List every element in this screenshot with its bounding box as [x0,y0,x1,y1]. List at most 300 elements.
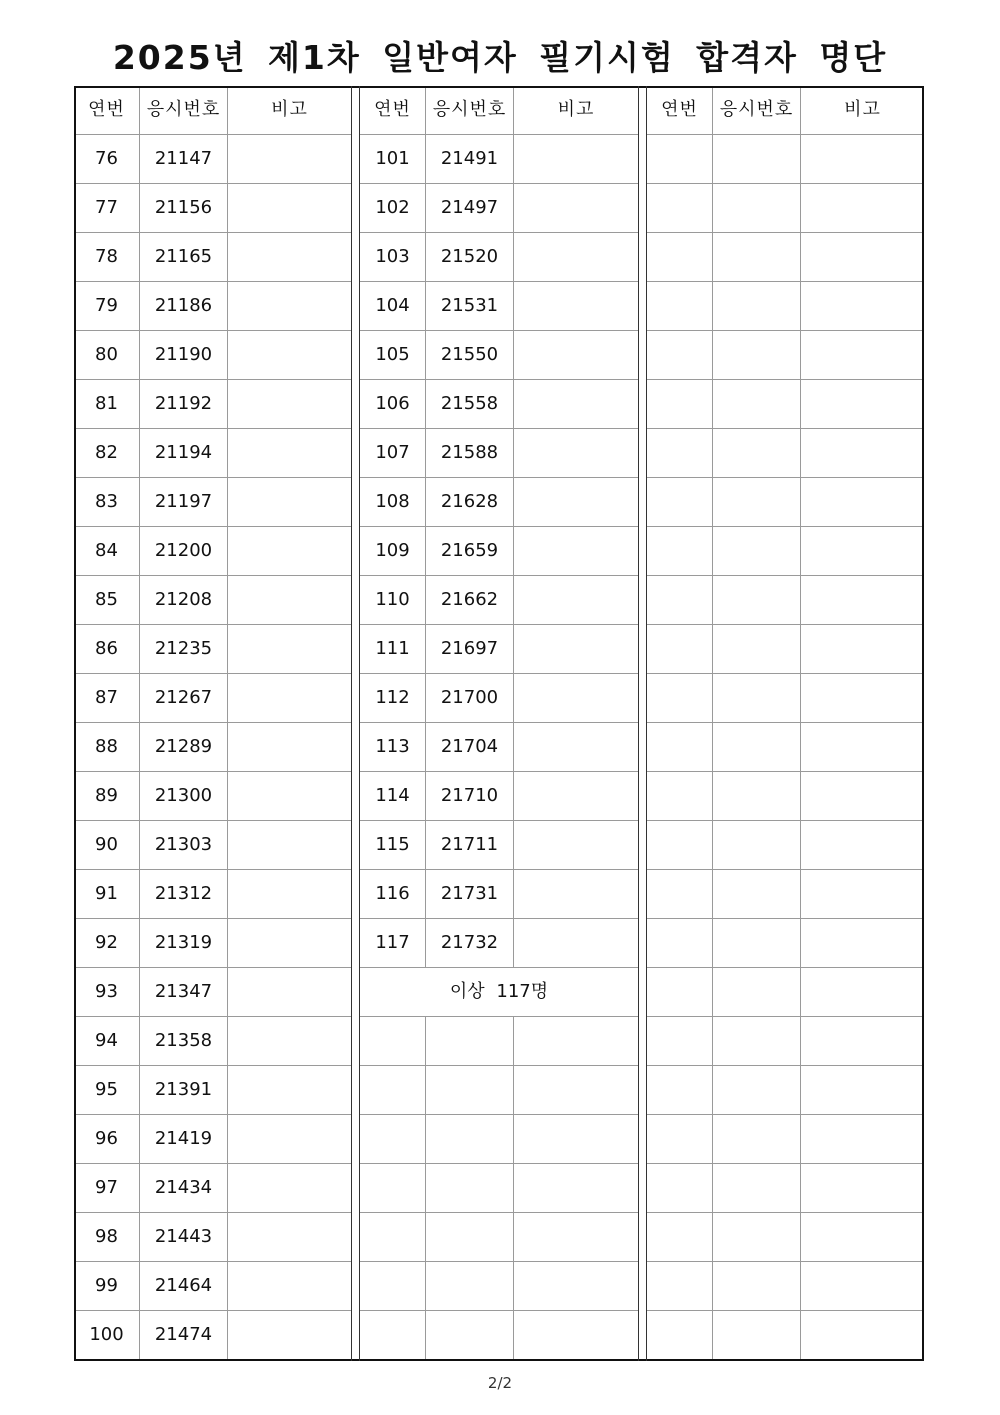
cell-no [647,233,713,281]
cell-exam-no [713,478,801,526]
table-row [74,527,351,576]
table-row [360,821,638,870]
cell-exam-no: 21659 [426,527,514,575]
cell-no: 113 [360,723,426,771]
column-group [74,86,351,1361]
cell-exam-no [426,1311,514,1359]
table-row [360,527,638,576]
cell-note [228,527,351,575]
cell-note [801,478,924,526]
cell-exam-no [713,1066,801,1114]
table-row [360,478,638,527]
table-row [74,1311,351,1360]
cell-no [647,282,713,330]
cell-note [514,135,638,183]
table-row [360,380,638,429]
cell-exam-no: 21312 [140,870,228,918]
cell-exam-no [713,1311,801,1359]
cell-exam-no: 21186 [140,282,228,330]
cell-no: 106 [360,380,426,428]
cell-no: 103 [360,233,426,281]
cell-exam-no: 21710 [426,772,514,820]
cell-exam-no: 21358 [140,1017,228,1065]
cell-note [514,919,638,967]
cell-no [360,1311,426,1359]
cell-exam-no: 21520 [426,233,514,281]
cell-exam-no [713,576,801,624]
cell-exam-no: 21711 [426,821,514,869]
cell-exam-no [426,1164,514,1212]
cell-note [228,1311,351,1359]
cell-exam-no [713,968,801,1016]
cell-no [647,1115,713,1163]
cell-note [514,1115,638,1163]
cell-no: 114 [360,772,426,820]
cell-no: 109 [360,527,426,575]
header-exam-no: 응시번호 [713,86,801,134]
cell-note [228,282,351,330]
cell-no: 85 [74,576,140,624]
table-row [74,821,351,870]
table-row [647,723,924,772]
cell-exam-no: 21704 [426,723,514,771]
cell-no: 90 [74,821,140,869]
header-note: 비고 [271,99,308,120]
cell-note [514,625,638,673]
document-title: 2025년 제1차 일반여자 필기시험 합격자 명단 [112,38,888,77]
cell-note [228,1115,351,1163]
cell-note [801,821,924,869]
cell-note [514,674,638,722]
cell-no: 110 [360,576,426,624]
cell-no: 102 [360,184,426,232]
cell-note [514,576,638,624]
cell-note [228,723,351,771]
table-row [74,576,351,625]
table-row [360,282,638,331]
cell-note [228,870,351,918]
table-row [647,184,924,233]
cell-exam-no: 21497 [426,184,514,232]
table-row [74,870,351,919]
table-row [74,1213,351,1262]
cell-no: 101 [360,135,426,183]
cell-note [228,380,351,428]
table-row [647,135,924,184]
cell-no [647,527,713,575]
cell-exam-no [713,1213,801,1261]
cell-note [801,723,924,771]
cell-note [228,233,351,281]
cell-note [801,380,924,428]
cell-exam-no: 21531 [426,282,514,330]
table-row [74,919,351,968]
roster-table [74,86,924,1361]
cell-exam-no: 21194 [140,429,228,477]
cell-note [514,1017,638,1065]
cell-note [801,429,924,477]
cell-note [801,919,924,967]
cell-exam-no: 21197 [140,478,228,526]
cell-no: 100 [74,1311,140,1359]
cell-no: 76 [74,135,140,183]
cell-note [801,527,924,575]
cell-no [647,1311,713,1359]
cell-no: 78 [74,233,140,281]
cell-note [801,1213,924,1261]
cell-note [514,870,638,918]
cell-exam-no [713,919,801,967]
cell-note [228,1017,351,1065]
cell-exam-no: 21319 [140,919,228,967]
table-row [647,1115,924,1164]
table-row [360,723,638,772]
cell-no: 115 [360,821,426,869]
cell-no: 77 [74,184,140,232]
table-row [360,331,638,380]
cell-note [514,282,638,330]
cell-exam-no: 21267 [140,674,228,722]
cell-exam-no: 21628 [426,478,514,526]
cell-note [801,1115,924,1163]
table-row [360,233,638,282]
cell-exam-no [426,1115,514,1163]
table-row [647,1311,924,1360]
cell-exam-no [713,674,801,722]
column-group [647,86,924,1361]
cell-no [647,1066,713,1114]
cell-exam-no: 21464 [140,1262,228,1310]
cell-no [647,968,713,1016]
cell-exam-no [713,1017,801,1065]
cell-note [228,184,351,232]
cell-no [647,1262,713,1310]
table-row [647,1164,924,1213]
header-note: 비고 [557,99,595,120]
header-no: 연번 [360,86,426,134]
table-row [647,1066,924,1115]
cell-note [801,625,924,673]
table-row [647,625,924,674]
cell-exam-no: 21732 [426,919,514,967]
cell-no [647,429,713,477]
cell-no [647,870,713,918]
cell-note [514,184,638,232]
cell-exam-no: 21235 [140,625,228,673]
table-row [360,1066,638,1115]
table-row [360,919,638,968]
table-row [647,1017,924,1066]
table-row [647,772,924,821]
cell-note [514,1213,638,1261]
cell-no [360,1066,426,1114]
cell-exam-no: 21190 [140,331,228,379]
cell-note [514,1262,638,1310]
cell-no [647,1017,713,1065]
table-row [74,184,351,233]
table-row [647,1262,924,1311]
cell-no: 112 [360,674,426,722]
cell-no [647,331,713,379]
cell-no: 83 [74,478,140,526]
table-row [360,772,638,821]
header-exam-no: 응시번호 [140,86,228,134]
table-row [360,1262,638,1311]
cell-exam-no [713,331,801,379]
table-row [360,1017,638,1066]
cell-note [228,1164,351,1212]
table-row [647,674,924,723]
cell-note [801,1164,924,1212]
cell-note [514,723,638,771]
table-row [647,478,924,527]
cell-no [647,184,713,232]
table-row [74,1262,351,1311]
cell-note [228,429,351,477]
table-row [647,233,924,282]
table-row [647,821,924,870]
cell-exam-no: 21208 [140,576,228,624]
cell-exam-no: 21192 [140,380,228,428]
cell-exam-no [713,723,801,771]
cell-exam-no: 21300 [140,772,228,820]
cell-no [647,821,713,869]
table-row [74,772,351,821]
table-row [74,282,351,331]
cell-exam-no: 21588 [426,429,514,477]
cell-exam-no: 21303 [140,821,228,869]
cell-exam-no [713,772,801,820]
cell-no: 98 [74,1213,140,1261]
cell-no: 107 [360,429,426,477]
cell-note [228,919,351,967]
cell-exam-no [713,380,801,428]
cell-note [801,870,924,918]
cell-exam-no [426,1213,514,1261]
cell-note [514,429,638,477]
cell-no: 111 [360,625,426,673]
cell-no [647,380,713,428]
cell-note [801,674,924,722]
cell-no: 108 [360,478,426,526]
cell-no: 81 [74,380,140,428]
cell-note [228,1213,351,1261]
cell-no [360,1115,426,1163]
table-row [74,1017,351,1066]
cell-exam-no: 21558 [426,380,514,428]
cell-note [514,380,638,428]
table-row [74,233,351,282]
cell-no [647,135,713,183]
page-number: 2/2 [487,1374,513,1392]
cell-note [801,1262,924,1310]
cell-no: 105 [360,331,426,379]
table-row [360,1311,638,1360]
table-row [647,870,924,919]
cell-note [228,625,351,673]
cell-no [647,723,713,771]
cell-no: 116 [360,870,426,918]
cell-exam-no: 21165 [140,233,228,281]
cell-exam-no [713,184,801,232]
cell-exam-no: 21474 [140,1311,228,1359]
cell-no [647,625,713,673]
cell-no: 86 [74,625,140,673]
cell-note [228,674,351,722]
cell-note [801,968,924,1016]
cell-exam-no: 21550 [426,331,514,379]
cell-exam-no [713,870,801,918]
table-row [360,625,638,674]
table-row [74,674,351,723]
header-note: 비고 [844,99,881,120]
table-row [74,331,351,380]
cell-exam-no: 21147 [140,135,228,183]
table-row [647,576,924,625]
cell-no [647,1213,713,1261]
cell-note [514,772,638,820]
cell-note [228,968,351,1016]
cell-exam-no: 21391 [140,1066,228,1114]
table-row [360,1164,638,1213]
cell-no [360,1017,426,1065]
table-row [647,282,924,331]
cell-note [801,1066,924,1114]
table-row [647,331,924,380]
cell-exam-no [713,429,801,477]
cell-no: 88 [74,723,140,771]
cell-no [647,576,713,624]
header-no: 연번 [74,86,140,134]
header-exam-no: 응시번호 [426,86,514,134]
cell-note [801,576,924,624]
column-group-separator [351,86,360,1361]
cell-exam-no [713,282,801,330]
cell-no [360,1164,426,1212]
table-row [74,1066,351,1115]
cell-note [801,135,924,183]
table-row [360,870,638,919]
column-group-separator [638,86,647,1361]
table-row [360,674,638,723]
cell-no: 80 [74,331,140,379]
cell-note [228,1262,351,1310]
cell-no: 87 [74,674,140,722]
cell-no [360,1262,426,1310]
cell-no: 94 [74,1017,140,1065]
cell-note [801,772,924,820]
cell-no: 95 [74,1066,140,1114]
cell-note [801,282,924,330]
cell-exam-no [426,1017,514,1065]
cell-exam-no [713,527,801,575]
cell-note [801,184,924,232]
cell-exam-no: 21662 [426,576,514,624]
cell-no [647,1164,713,1212]
cell-exam-no: 21434 [140,1164,228,1212]
cell-no: 92 [74,919,140,967]
cell-no: 79 [74,282,140,330]
table-row [647,527,924,576]
table-header-row [360,86,638,135]
cell-exam-no: 21419 [140,1115,228,1163]
column-group [360,86,638,1361]
table-row [647,380,924,429]
cell-note [228,135,351,183]
table-row [74,135,351,184]
table-header-row [74,86,351,135]
cell-exam-no [713,625,801,673]
cell-no [647,478,713,526]
cell-no: 99 [74,1262,140,1310]
cell-note [228,1066,351,1114]
cell-exam-no [713,1164,801,1212]
cell-exam-no: 21491 [426,135,514,183]
cell-note [228,331,351,379]
cell-exam-no [426,1066,514,1114]
table-row [360,576,638,625]
cell-note [228,821,351,869]
table-row [647,919,924,968]
cell-exam-no: 21731 [426,870,514,918]
cell-no: 93 [74,968,140,1016]
table-row [360,184,638,233]
table-row [74,968,351,1017]
table-row [74,380,351,429]
cell-note [228,576,351,624]
cell-exam-no: 21697 [426,625,514,673]
table-row [647,1213,924,1262]
cell-exam-no: 21200 [140,527,228,575]
table-row [74,1164,351,1213]
cell-note [801,1017,924,1065]
cell-note [514,527,638,575]
table-row [647,429,924,478]
cell-note [514,1164,638,1212]
cell-no: 89 [74,772,140,820]
table-row [74,723,351,772]
cell-note [514,478,638,526]
cell-no [647,919,713,967]
cell-note [514,1311,638,1359]
header-no: 연번 [647,86,713,134]
cell-exam-no [713,1262,801,1310]
table-row [360,135,638,184]
cell-no: 97 [74,1164,140,1212]
cell-no: 96 [74,1115,140,1163]
cell-exam-no [713,135,801,183]
table-row [74,1115,351,1164]
cell-note [228,478,351,526]
cell-exam-no [713,1115,801,1163]
summary-total: 이상 117명 [449,981,549,1002]
cell-no: 91 [74,870,140,918]
table-row [360,968,638,1017]
cell-note [514,233,638,281]
cell-note [801,331,924,379]
cell-no: 84 [74,527,140,575]
cell-exam-no: 21700 [426,674,514,722]
table-row [74,429,351,478]
cell-no: 82 [74,429,140,477]
cell-exam-no [713,821,801,869]
cell-note [514,821,638,869]
cell-no [647,674,713,722]
cell-no [647,772,713,820]
cell-note [801,1311,924,1359]
cell-exam-no [426,1262,514,1310]
cell-note [228,772,351,820]
